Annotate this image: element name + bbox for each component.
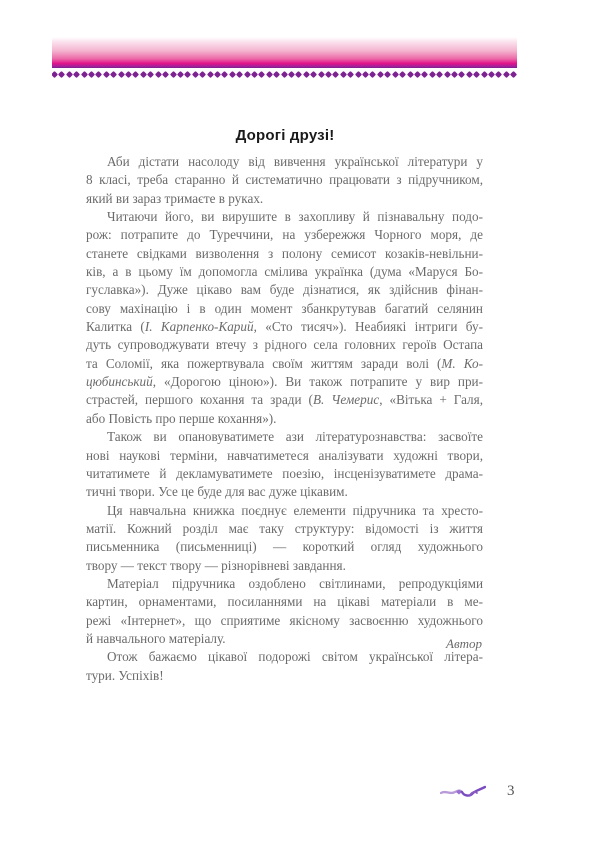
diamond-dot-icon: [325, 71, 332, 78]
diamond-dot-icon: [206, 71, 213, 78]
diamond-dot-icon: [473, 71, 480, 78]
diamond-dot-icon: [355, 71, 362, 78]
diamond-dot-icon: [73, 71, 80, 78]
text-segment: та Соломії, яка пожертвувала своїм життям заради волі (: [86, 355, 442, 371]
diamond-dot-icon: [481, 71, 488, 78]
swirl-ornament-icon: [440, 784, 486, 800]
diamond-dot-icon: [177, 71, 184, 78]
citation-author: І. Карпенко-Карий: [144, 319, 254, 335]
text-line: матії. Кожний розділ має таку структуру: відомості із життя: [86, 520, 483, 536]
text-line: або Повість про перше кохання»).: [86, 410, 277, 426]
paragraph-6: [86, 648, 483, 685]
diamond-dot-icon: [169, 71, 176, 78]
text-line: рож: потрапите до Туреччини, на узбережжя Чорного моря, де: [86, 227, 483, 243]
text-line: режі «Інтернет», що сприятиме якісному засвоєнню художнього: [86, 612, 483, 628]
diamond-dot-icon: [103, 71, 110, 78]
diamond-dot-icon: [303, 71, 310, 78]
header-dot-ornament: [52, 71, 517, 78]
diamond-dot-icon: [443, 71, 450, 78]
text-line: який ви зараз тримаєте в руках.: [86, 190, 264, 206]
diamond-dot-icon: [451, 71, 458, 78]
diamond-dot-icon: [436, 71, 443, 78]
citation-author: В. Чемерис: [312, 392, 380, 408]
paragraph-3: [86, 428, 483, 501]
diamond-dot-icon: [347, 71, 354, 78]
paragraph-2: [86, 208, 483, 428]
diamond-dot-icon: [58, 71, 65, 78]
text-line: станете свідками визволення з полону семисот козаків-невільни-: [86, 245, 483, 261]
diamond-dot-icon: [510, 71, 517, 78]
text-line-with-citation: [86, 373, 483, 391]
diamond-dot-icon: [288, 71, 295, 78]
text-line: сову махінацію і в один момент збанкрутував багатий селянин: [86, 300, 483, 316]
diamond-dot-icon: [266, 71, 273, 78]
diamond-dot-icon: [399, 71, 406, 78]
diamond-dot-icon: [229, 71, 236, 78]
header-banner: [52, 37, 517, 68]
text-segment: страстей, першого кохання та зради (: [86, 392, 313, 408]
diamond-dot-icon: [318, 71, 325, 78]
diamond-dot-icon: [140, 71, 147, 78]
diamond-dot-icon: [132, 71, 139, 78]
diamond-dot-icon: [273, 71, 280, 78]
diamond-dot-icon: [392, 71, 399, 78]
diamond-dot-icon: [110, 71, 117, 78]
text-segment: , «Дорогою ціною»). Ви також потрапите у вир при-: [152, 374, 483, 390]
diamond-dot-icon: [429, 71, 436, 78]
citation-author: М. Ко-: [441, 355, 483, 371]
diamond-dot-icon: [118, 71, 125, 78]
text-line-with-citation: [86, 318, 483, 336]
text-line: тичні твори. Усе це буде для вас дуже цікавим.: [86, 484, 348, 500]
text-line: Ця навчальна книжка поєднує елементи підручника та хресто-: [107, 502, 483, 518]
diamond-dot-icon: [406, 71, 413, 78]
text-line: твору — текст твору — різнорівневі завдання.: [86, 557, 346, 573]
diamond-dot-icon: [377, 71, 384, 78]
citation-author: цюбинський: [86, 374, 153, 390]
diamond-dot-icon: [88, 71, 95, 78]
signature-author: Автор: [446, 636, 482, 651]
text-line: картин, орнаментами, посиланнями на цікаві матеріали в ме-: [86, 594, 483, 610]
diamond-dot-icon: [221, 71, 228, 78]
diamond-dot-icon: [421, 71, 428, 78]
text-line: Аби дістати насолоду від вивчення української літератури у: [107, 154, 483, 169]
page-title: Дорогі друзі!: [235, 127, 335, 144]
text-line: письменника (письменниці) — короткий огляд художнього: [86, 539, 483, 555]
diamond-dot-icon: [495, 71, 502, 78]
diamond-dot-icon: [155, 71, 162, 78]
text-line: Матеріал підручника оздоблено світлинами, репродукціями: [107, 575, 483, 591]
text-line: Також ви опановуватимете ази літературознавства: засвоїте: [107, 429, 483, 445]
diamond-dot-icon: [66, 71, 73, 78]
page-number: 3: [507, 783, 515, 799]
text-line: Отож бажаємо цікавої подорожі світом української літера-: [107, 649, 483, 665]
diamond-dot-icon: [488, 71, 495, 78]
diamond-dot-icon: [236, 71, 243, 78]
diamond-dot-icon: [458, 71, 465, 78]
body-text: [86, 153, 483, 685]
text-line: дуть супроводжувати втечу з рідного села головних героїв Остапа: [86, 337, 483, 353]
text-line: й навчального матеріалу.: [86, 630, 226, 646]
text-line: 8 класі, треба старанно й систематично працювати з підручником,: [86, 172, 483, 188]
text-line: Читаючи його, ви вирушите в захопливу й пізнавальну подо-: [107, 209, 483, 225]
diamond-dot-icon: [184, 71, 191, 78]
diamond-dot-icon: [95, 71, 102, 78]
diamond-dot-icon: [162, 71, 169, 78]
diamond-dot-icon: [310, 71, 317, 78]
text-segment: Калитка (: [86, 319, 145, 335]
diamond-dot-icon: [199, 71, 206, 78]
diamond-dot-icon: [503, 71, 510, 78]
diamond-dot-icon: [192, 71, 199, 78]
text-line: читатимете й декламуватимете поезію, інсценізуватимете драма-: [86, 465, 483, 481]
diamond-dot-icon: [340, 71, 347, 78]
diamond-dot-icon: [384, 71, 391, 78]
diamond-dot-icon: [251, 71, 258, 78]
diamond-dot-icon: [295, 71, 302, 78]
diamond-dot-icon: [281, 71, 288, 78]
diamond-dot-icon: [214, 71, 221, 78]
diamond-dot-icon: [369, 71, 376, 78]
text-line: ків, а в цьому їм допомогла смілива українка (дума «Маруся Бо-: [86, 264, 483, 280]
paragraph-4: [86, 502, 483, 575]
diamond-dot-icon: [244, 71, 251, 78]
diamond-dot-icon: [147, 71, 154, 78]
paragraph-1: [86, 153, 483, 208]
diamond-dot-icon: [81, 71, 88, 78]
text-line: гуславка»). Дуже цікаво вам буде дізнатися, як здійснив фінан-: [86, 282, 483, 298]
text-line-with-citation: [86, 391, 483, 409]
text-line-with-citation: [86, 355, 483, 373]
text-segment: , «Вітька + Галя,: [379, 392, 483, 408]
text-line: тури. Успіхів!: [86, 667, 164, 683]
text-segment: , «Сто тисяч»). Неабиякі інтриги бу-: [253, 319, 484, 335]
text-line: нові наукові терміни, навчатиметеся аналізувати художні твори,: [86, 447, 483, 463]
diamond-dot-icon: [414, 71, 421, 78]
paragraph-5: [86, 575, 483, 648]
diamond-dot-icon: [258, 71, 265, 78]
diamond-dot-icon: [332, 71, 339, 78]
diamond-dot-icon: [466, 71, 473, 78]
